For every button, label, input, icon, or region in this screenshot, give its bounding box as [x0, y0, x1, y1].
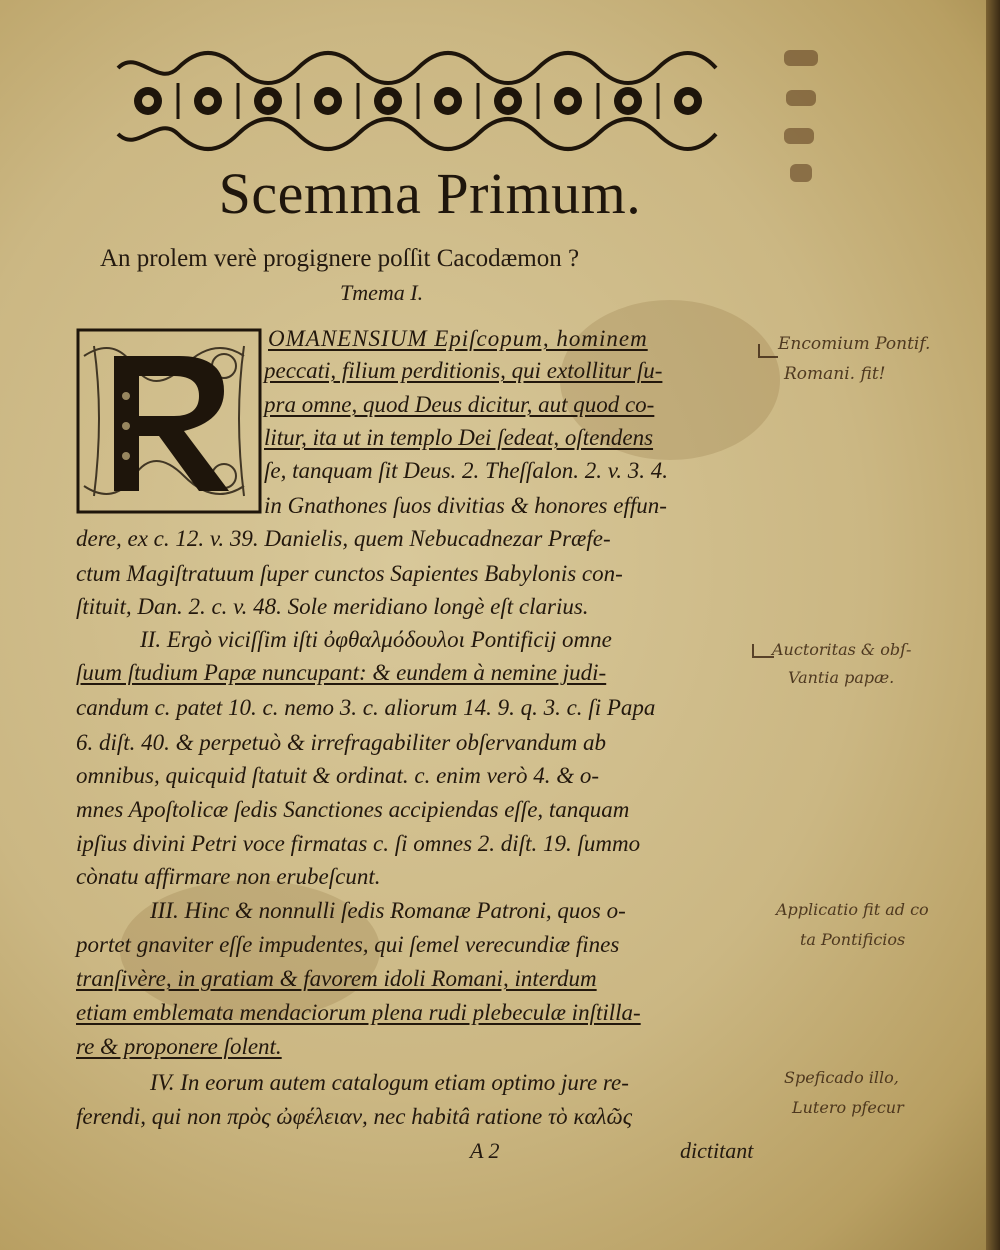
- text-line: ferendi, qui non πρὸς ὠφέλειαν, nec habitâ ratione τὸ καλῶς: [76, 1104, 633, 1129]
- catchword: dictitant: [680, 1138, 754, 1163]
- marginal-note: Applicatio fit ad co: [776, 900, 929, 919]
- text-line: pra omne, quod Deus dicitur, aut quod co-: [264, 392, 655, 417]
- text-line: etiam emblemata mendaciorum plena rudi plebeculæ inſtilla-: [76, 1000, 641, 1025]
- marginal-note: Vantia papæ.: [788, 668, 895, 687]
- text-line: ſuum ſtudium Papæ nuncupant: & eundem à nemine judi-: [76, 660, 607, 685]
- marginal-note: Romani. fit!: [784, 364, 886, 384]
- text-line: candum c. patet 10. c. nemo 3. c. aliorum 14. 9. q. 3. c. ſi Papa: [76, 695, 656, 720]
- decorated-initial-r: [74, 326, 264, 516]
- section-heading: Tmema I.: [340, 280, 424, 305]
- text-line: in Gnathones ſuos divitias & honores effun-: [264, 493, 667, 518]
- ink-bracket: [752, 644, 774, 658]
- text-line: OMANENSIUM Epiſcopum, hominem: [268, 326, 648, 351]
- text-line: cònatu affirmare non erubeſcunt.: [76, 864, 381, 889]
- text-line: dere, ex c. 12. v. 39. Danielis, quem Nebucadnezar Præfe-: [76, 526, 611, 551]
- text-line: mnes Apoſtolicæ ſedis Sanctiones accipiendas eſſe, tanquam: [76, 797, 630, 822]
- text-line: ſe, tanquam ſit Deus. 2. Theſſalon. 2. v. 3. 4.: [264, 458, 668, 483]
- text-line: IV. In eorum autem catalogum etiam optimo jure re-: [150, 1070, 629, 1095]
- text-line: tranſivère, in gratiam & favorem idoli Romani, interdum: [76, 966, 597, 991]
- book-spine-edge: [986, 0, 1000, 1250]
- page-title: Scemma Primum.: [218, 161, 642, 226]
- text-line: ctum Magiſtratuum ſuper cunctos Sapientes Babylonis con-: [76, 561, 623, 586]
- ornamental-headpiece: [108, 48, 726, 154]
- text-line: ipſius divini Petri voce firmatas c. ſi omnes 2. diſt. 19. ſummo: [76, 831, 641, 856]
- page-subtitle: An prolem verè progignere poſſit Cacodæmon ?: [100, 245, 580, 272]
- text-line: ſtituit, Dan. 2. c. v. 48. Sole meridiano longè eſt clarius.: [76, 594, 589, 619]
- marginal-note: Encomium Pontif.: [778, 334, 931, 354]
- marginal-note: Speficado illo,: [784, 1068, 899, 1087]
- text-line: omnibus, quicquid ſtatuit & ordinat. c. enim verò 4. & o-: [76, 763, 599, 788]
- text-line: 6. diſt. 40. & perpetuò & irrefragabiliter obſervandum ab: [76, 730, 607, 755]
- text-line: litur, ita ut in templo Dei ſedeat, oſtendens: [264, 425, 654, 450]
- text-line: III. Hinc & nonnulli ſedis Romanæ Patroni, quos o-: [150, 898, 626, 923]
- text-line: re & proponere ſolent.: [76, 1034, 282, 1059]
- marginal-note: Auctoritas & obſ-: [772, 640, 912, 659]
- ink-bracket: [758, 344, 778, 358]
- signature-mark: A 2: [470, 1138, 500, 1163]
- text-line: II. Ergò viciſſim iſti ὀφθαλμόδουλοι Pontificij omne: [140, 627, 612, 652]
- marginal-note: ta Pontificios: [800, 930, 906, 949]
- bleed-through-marks: [776, 46, 836, 196]
- text-line: portet gnaviter eſſe impudentes, qui ſemel verecundiæ fines: [76, 932, 620, 957]
- text-line: peccati, filium perditionis, qui extollitur ſu-: [264, 358, 663, 383]
- marginal-note: Lutero pfecur: [792, 1098, 904, 1117]
